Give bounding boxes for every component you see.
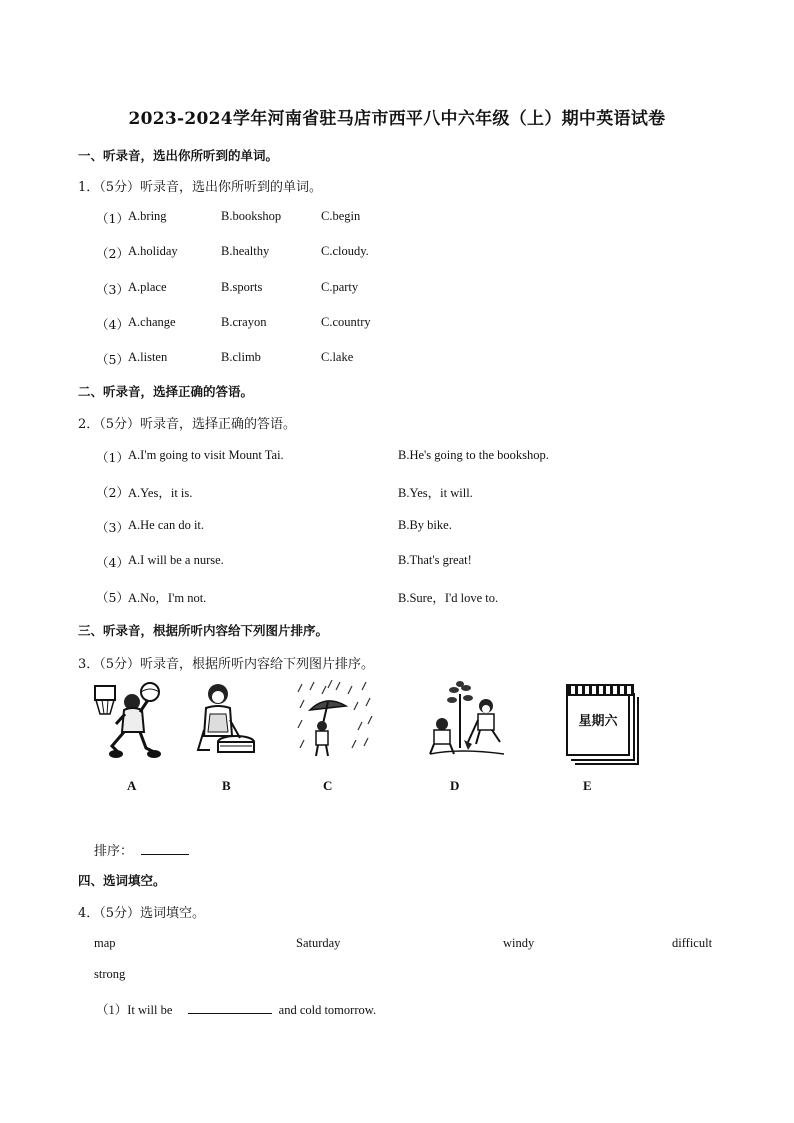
- q1-option-c: C.country: [321, 315, 371, 329]
- q1-option-a: A.bring: [128, 209, 167, 223]
- word-bank-item: strong: [94, 967, 126, 981]
- q1-option-a: A.listen: [128, 350, 168, 364]
- q2-option-a: A.I will be a nurse.: [128, 553, 224, 567]
- q1-option-b: B.healthy: [221, 244, 270, 258]
- q1-option-b: B.sports: [221, 280, 263, 294]
- picture-e-label: E: [583, 778, 592, 793]
- q2-option-b: B.That's great!: [398, 553, 472, 567]
- section-3-heading: 三、听录音，根据所听内容给下列图片排序。: [78, 623, 329, 638]
- girl-washing-illustration: [188, 680, 263, 762]
- picture-e-calendar: [560, 680, 632, 758]
- q1-option-c: C.party: [321, 280, 359, 294]
- q2-item-num: （1）: [96, 450, 129, 465]
- word-bank-item: Saturday: [296, 936, 341, 950]
- q2-option-b: B.Sure，I'd love to.: [398, 591, 499, 605]
- planting-tree-illustration: [424, 680, 524, 762]
- q2-option-b: B.Yes，it will.: [398, 486, 473, 500]
- q1-item-num: （5）: [96, 352, 129, 367]
- umbrella-rain-illustration: [296, 680, 376, 762]
- order-blank[interactable]: [141, 854, 189, 855]
- picture-a-label: A: [127, 778, 137, 793]
- section-1-heading: 一、听录音，选出你所听到的单词。: [78, 148, 279, 163]
- question-2: 2．（5分）听录音，选择正确的答语。: [78, 417, 297, 432]
- q1-item-num: （1）: [96, 211, 129, 226]
- q1-option-c: C.cloudy.: [321, 244, 369, 258]
- section-4-heading: 四、选词填空。: [78, 873, 166, 888]
- word-bank-item: map: [94, 936, 116, 950]
- sentence-1-blank[interactable]: [188, 1013, 272, 1014]
- q1-option-c: C.lake: [321, 350, 354, 364]
- q2-item-num: （2）: [96, 485, 129, 500]
- q4-sentence-1: [96, 1000, 376, 1018]
- q1-option-a: A.place: [128, 280, 167, 294]
- q1-option-a: A.change: [128, 315, 176, 329]
- q1-option-c: C.begin: [321, 209, 361, 223]
- picture-b-label: B: [222, 778, 231, 793]
- section-2-heading: 二、听录音，选择正确的答语。: [78, 384, 254, 399]
- picture-c-rain: [296, 680, 376, 762]
- q1-option-b: B.crayon: [221, 315, 267, 329]
- sentence-1-prefix: （1）It will be: [96, 1003, 173, 1017]
- word-bank-item: difficult: [672, 936, 713, 950]
- q2-option-a: A.He can do it.: [128, 518, 205, 532]
- word-bank-item: windy: [503, 936, 535, 950]
- q1-item-num: （2）: [96, 246, 129, 261]
- q1-option-b: B.climb: [221, 350, 261, 364]
- q2-item-num: （3）: [96, 520, 129, 535]
- q2-option-b: B.He's going to the bookshop.: [398, 448, 549, 462]
- picture-d-planting: [424, 680, 524, 762]
- picture-b-washing: [188, 680, 263, 762]
- calendar-illustration: [560, 680, 632, 758]
- q2-option-a: A.Yes，it is.: [128, 486, 193, 500]
- calendar-day-text: 星期六: [578, 714, 618, 729]
- q2-item-num: （5）: [96, 590, 129, 605]
- question-3: 3．（5分）听录音，根据所听内容给下列图片排序。: [78, 657, 375, 672]
- q2-item-num: （4）: [96, 555, 129, 570]
- q1-item-num: （3）: [96, 282, 129, 297]
- calendar-binding: [566, 684, 634, 696]
- q1-option-a: A.holiday: [128, 244, 178, 258]
- q1-item-num: （4）: [96, 317, 129, 332]
- order-label: 排序：: [94, 844, 134, 859]
- order-answer-row: [94, 840, 189, 859]
- q2-option-b: B.By bike.: [398, 518, 452, 532]
- picture-c-label: C: [323, 778, 333, 793]
- sentence-1-suffix: and cold tomorrow.: [278, 1003, 377, 1017]
- picture-d-label: D: [450, 778, 460, 793]
- q1-option-b: B.bookshop: [221, 209, 282, 223]
- picture-a-basketball: [92, 680, 167, 762]
- question-1: 1．（5分）听录音，选出你所听到的单词。: [78, 180, 323, 195]
- q2-option-a: A.No，I'm not.: [128, 591, 207, 605]
- question-4: 4．（5分）选词填空。: [78, 906, 206, 921]
- exam-title: 2023-2024学年河南省驻马店市西平八中六年级（上）期中英语试卷: [128, 109, 666, 129]
- basketball-player-illustration: [92, 680, 167, 762]
- q2-option-a: A.I'm going to visit Mount Tai.: [128, 448, 284, 462]
